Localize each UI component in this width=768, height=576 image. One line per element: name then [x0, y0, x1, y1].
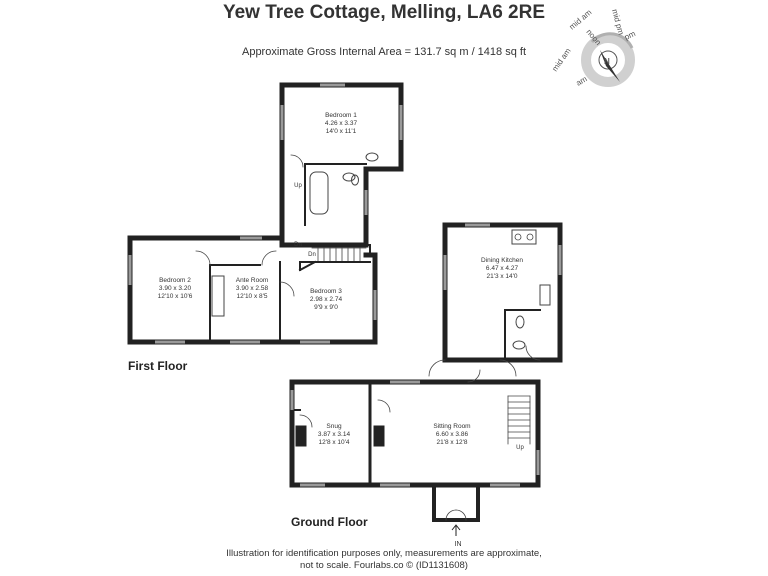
- bedroom3-metric: 2.98 x 2.74: [309, 296, 343, 303]
- compass-mid-am: mid am: [567, 7, 594, 32]
- snug-metric: 3.87 x 3.14: [317, 431, 351, 438]
- compass: [550, 8, 637, 88]
- bedroom2-metric: 3.90 x 3.20: [158, 285, 192, 292]
- snug-name: Snug: [326, 423, 342, 430]
- dining-kitchen-name: Dining Kitchen: [481, 257, 523, 264]
- door-swing-sitting: [378, 400, 390, 412]
- bedroom1-imperial: 14'0 x 11'1: [325, 128, 357, 135]
- door-swing-bed2: [196, 251, 210, 265]
- compass-mid-pm: mid pm: [610, 8, 626, 36]
- dining-kitchen-metric: 6.47 x 4.27: [485, 265, 519, 272]
- sitting-room-metric: 6.60 x 3.86: [435, 431, 469, 438]
- ground-floor-label: Ground Floor: [291, 515, 368, 529]
- stair-up-ground: Up: [516, 445, 524, 451]
- stair-dn-b: Dn: [308, 252, 316, 258]
- compass-mid-am-lower: mid am: [550, 46, 573, 74]
- compass-north: N: [604, 57, 610, 66]
- bedroom1-name: Bedroom 1: [325, 112, 357, 119]
- basin-bedroom1-icon: [366, 153, 378, 161]
- door-swing-bed1: [291, 155, 303, 167]
- disclaimer: [0, 548, 768, 572]
- gross-area: Approximate Gross Internal Area = 131.7 sq m / 1418 sq ft: [241, 46, 526, 58]
- bedroom3-imperial: 9'9 x 9'0: [314, 304, 338, 311]
- sitting-room-name: Sitting Room: [433, 423, 471, 430]
- first-floor: [130, 85, 401, 342]
- dining-kitchen-imperial: 21'3 x 14'0: [486, 273, 518, 280]
- compass-am: am: [574, 74, 589, 88]
- sink-icon: [540, 285, 550, 305]
- wall-bed3-top: [300, 262, 370, 270]
- bedroom1-metric: 4.26 x 3.37: [324, 120, 358, 127]
- stair-dn-a: Dn: [294, 242, 302, 248]
- compass-pm: pm: [623, 28, 637, 42]
- stairs-ground: [508, 396, 530, 444]
- ante-room-name: Ante Room: [235, 277, 269, 284]
- hob-icon: [512, 230, 536, 244]
- disclaimer-line2: not to scale. Fourlabs.co © (ID1131608): [300, 560, 468, 571]
- ante-room-imperial: 12'10 x 8'5: [236, 293, 268, 300]
- bedroom2-name: Bedroom 2: [159, 277, 191, 284]
- entrance-arrow-icon: [452, 525, 460, 536]
- wc-toilet-icon: [516, 316, 524, 328]
- bedroom2-imperial: 12'10 x 10'6: [157, 293, 193, 300]
- washbasin-icon: [343, 173, 355, 181]
- compass-noon: noon: [584, 27, 603, 47]
- snug-imperial: 12'8 x 10'4: [318, 439, 350, 446]
- door-swing-bed3: [280, 282, 294, 296]
- wall-porch: [434, 485, 478, 520]
- wc-basin-icon: [513, 341, 525, 349]
- first-floor-windows: [130, 85, 401, 342]
- door-swing-ante: [262, 251, 276, 265]
- wardrobe-icon: [212, 276, 224, 316]
- bath-icon: [310, 172, 328, 214]
- snug-fireplace-icon: [296, 426, 306, 446]
- wall-kitchen: [445, 225, 560, 360]
- first-floor-label: First Floor: [128, 359, 188, 373]
- dining-kitchen-block: [429, 225, 560, 376]
- disclaimer-line1: Illustration for identification purposes only, measurements are approximate,: [226, 548, 542, 559]
- plan-title: Yew Tree Cottage, Melling, LA6 2RE: [222, 2, 546, 23]
- wall-bed3-diag: [300, 262, 315, 270]
- door-swing-snug: [300, 415, 312, 427]
- bedroom3-name: Bedroom 3: [310, 288, 342, 295]
- stair-up-first: Up: [294, 183, 302, 189]
- ante-room-metric: 3.90 x 2.58: [235, 285, 269, 292]
- stairs-first: [312, 248, 366, 262]
- sitting-room-imperial: 21'8 x 12'8: [436, 439, 468, 446]
- sitting-fireplace-icon: [374, 426, 384, 446]
- entrance-label: IN: [454, 541, 462, 548]
